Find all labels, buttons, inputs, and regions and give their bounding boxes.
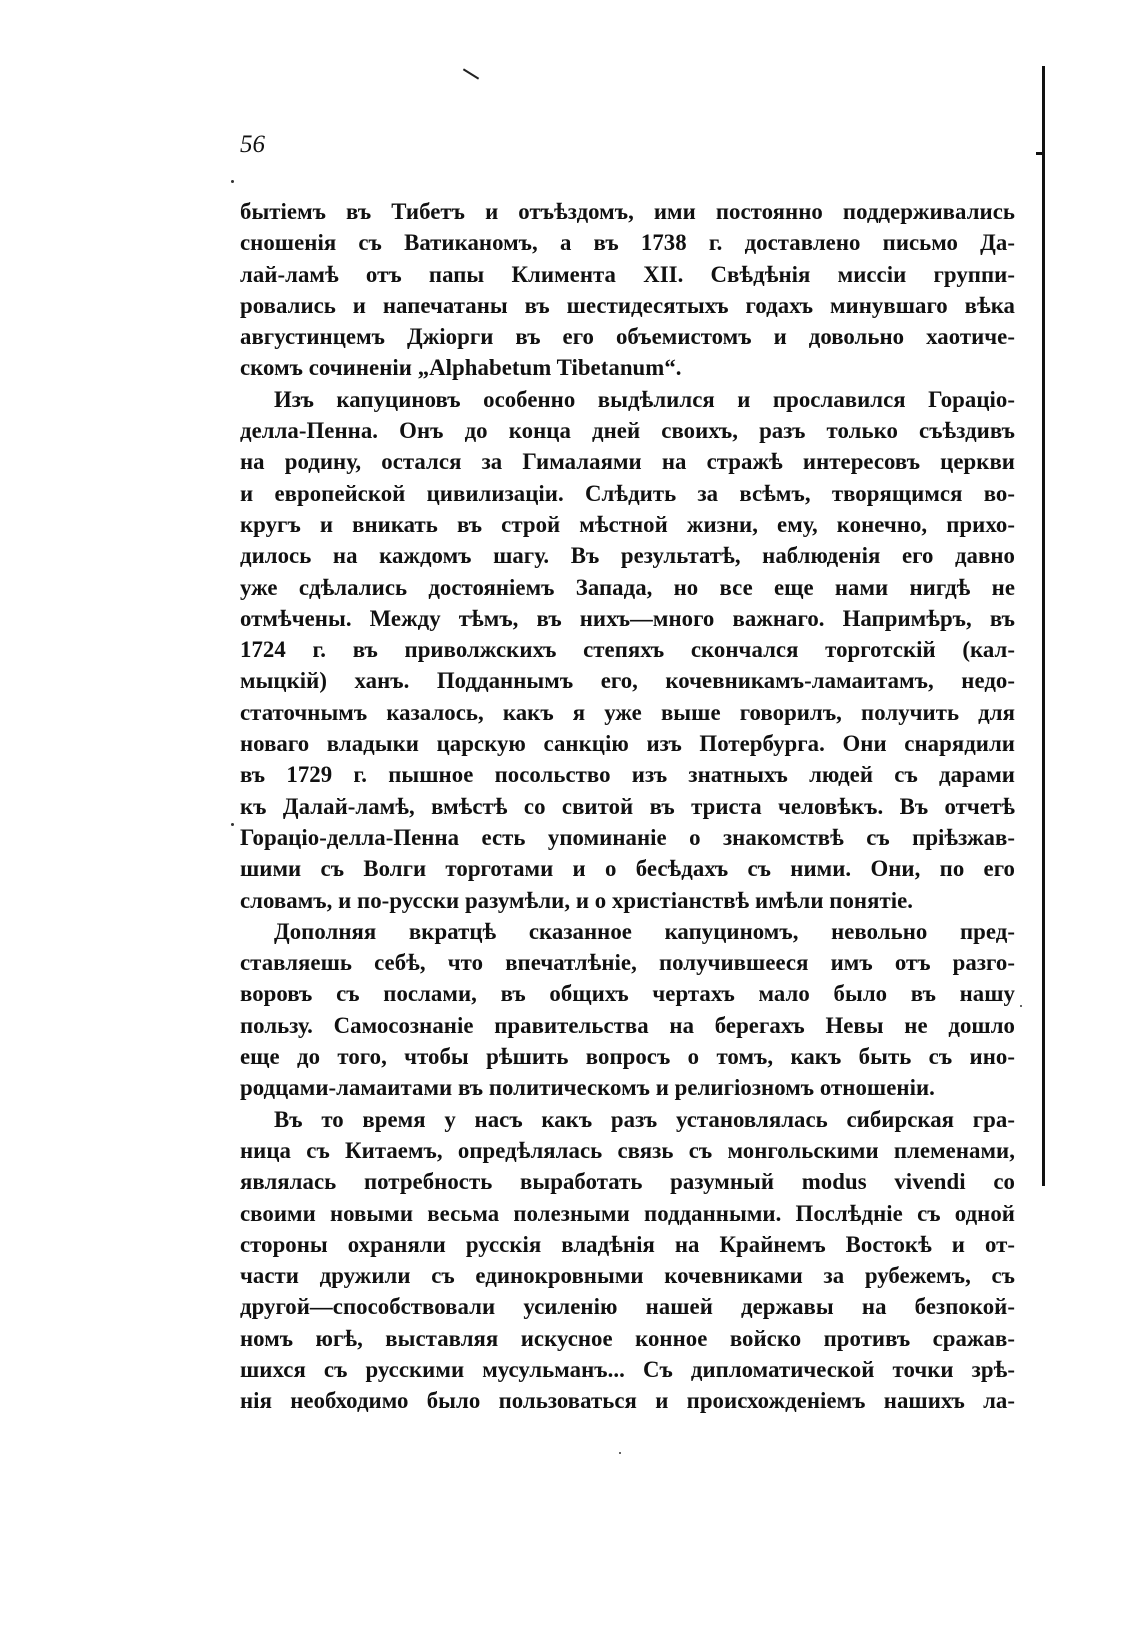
text-line: и европейской цивилизаціи. Слѣдить за всѣмъ, творящимся во- bbox=[240, 480, 1015, 506]
text-line: пользу. Самосознаніе правительства на берегахъ Невы не дошло bbox=[240, 1012, 1015, 1038]
text-line: шими съ Волги торготами и о бесѣдахъ съ ними. Они, по его bbox=[240, 856, 1015, 882]
text-line: кругъ и вникать въ строй мѣстной жизни, ему, конечно, прихо- bbox=[240, 511, 1015, 537]
text-line: бытіемъ въ Тибетъ и отъѣздомъ, ими постоянно поддерживались bbox=[240, 199, 1015, 224]
text-line: другой—способствовали усиленію нашей державы на безпокой- bbox=[240, 1294, 1015, 1320]
text-line: отмѣчены. Между тѣмъ, въ нихъ—много важнаго. Напримѣръ, въ bbox=[240, 605, 1015, 631]
text-line: августинцемъ Джіорги въ его объемистомъ и довольно хаотиче- bbox=[240, 324, 1015, 350]
text-line: родцами-ламаитами въ политическомъ и религіозномъ отношеніи. bbox=[240, 1075, 935, 1101]
text-line: на родину, остался за Гималаями на стражѣ интересовъ церкви bbox=[240, 449, 1015, 475]
text-line: Гораціо-делла-Пенна есть упоминаніе о знакомствѣ съ пріѣзжав- bbox=[240, 824, 1015, 850]
text-line: номъ югѣ, выставляя искусное конное войско противъ сражав- bbox=[240, 1325, 1015, 1351]
text-line: въ 1729 г. пышное посольство изъ знатныхъ людей съ дарами bbox=[240, 762, 1015, 788]
text-line: делла-Пенна. Онъ до конца дней своихъ, разъ только съѣздивъ bbox=[240, 418, 1015, 444]
text-line: лай-ламѣ отъ папы Климента XII. Свѣдѣнія миссіи группи- bbox=[240, 261, 1015, 287]
text-line: уже сдѣлались достояніемъ Запада, но все еще нами нигдѣ не bbox=[240, 574, 1015, 600]
text-line: ровались и напечатаны въ шестидесятыхъ годахъ минувшаго вѣка bbox=[240, 292, 1015, 318]
ink-speck bbox=[231, 180, 234, 183]
ink-speck bbox=[619, 1452, 621, 1454]
text-line: словамъ, и по-русски разумѣли, и о христіанствѣ имѣли понятіе. bbox=[240, 887, 914, 913]
text-line: новаго владыки царскую санкцію изъ Потербурга. Они снарядили bbox=[240, 731, 1015, 757]
text-line: 1724 г. въ приволжскихъ степяхъ скончался торготскій (кал- bbox=[240, 637, 1015, 663]
text-line: Дополняя вкратцѣ сказанное капуциномъ, невольно пред- bbox=[274, 918, 1015, 944]
text-line: ница съ Китаемъ, опредѣлялась связь съ монгольскими племенами, bbox=[240, 1137, 1015, 1163]
ink-speck bbox=[1020, 1005, 1022, 1007]
text-line: дилось на каждомъ шагу. Въ результатѣ, наблюденія его давно bbox=[240, 543, 1015, 569]
text-line: нія необходимо было пользоваться и происхожденіемъ нашихъ ла- bbox=[240, 1388, 1015, 1414]
text-line: своими новыми весьма полезными подданными. Послѣдніе съ одной bbox=[240, 1200, 1015, 1226]
text-line: части дружили съ единокровными кочевниками за рубежемъ, съ bbox=[240, 1263, 1015, 1289]
text-line: скомъ сочиненіи „Alphabetum Tibetanum“. bbox=[240, 355, 682, 381]
ink-mark bbox=[463, 68, 479, 79]
text-line: воровъ съ послами, въ общихъ чертахъ мало было въ нашу bbox=[240, 981, 1015, 1007]
text-line: еще до того, чтобы рѣшить вопросъ о томъ, какъ быть съ ино- bbox=[240, 1044, 1015, 1070]
text-line: статочнымъ казалось, какъ я уже выше говорилъ, получить для bbox=[240, 699, 1015, 725]
text-line: стороны охраняли русскія владѣнія на Крайнемъ Востокѣ и от- bbox=[240, 1231, 1015, 1257]
ink-speck bbox=[231, 823, 234, 826]
text-line: сношенія съ Ватиканомъ, а въ 1738 г. доставлено письмо Да- bbox=[240, 230, 1015, 256]
text-line: являлась потребность выработать разумный modus vivendi со bbox=[240, 1169, 1015, 1195]
page-number: 56 bbox=[240, 131, 265, 158]
text-line: Въ то время у насъ какъ разъ установлялась сибирская гра- bbox=[274, 1106, 1015, 1132]
page-edge-line bbox=[1042, 66, 1045, 1186]
page-edge-tick bbox=[1036, 152, 1044, 155]
text-line: ставляешь себѣ, что впечатлѣніе, получившееся имъ отъ разго- bbox=[240, 950, 1015, 976]
text-line: Изъ капуциновъ особенно выдѣлился и прославился Гораціо- bbox=[274, 386, 1015, 412]
body-text bbox=[240, 196, 1015, 1417]
text-line: мыцкій) ханъ. Подданнымъ его, кочевникамъ-ламаитамъ, недо- bbox=[240, 668, 1015, 694]
text-line: къ Далай-ламѣ, вмѣстѣ со свитой въ триста человѣкъ. Въ отчетѣ bbox=[240, 793, 1015, 819]
text-line: шихся съ русскими мусульманъ... Съ дипломатической точки зрѣ- bbox=[240, 1356, 1015, 1382]
